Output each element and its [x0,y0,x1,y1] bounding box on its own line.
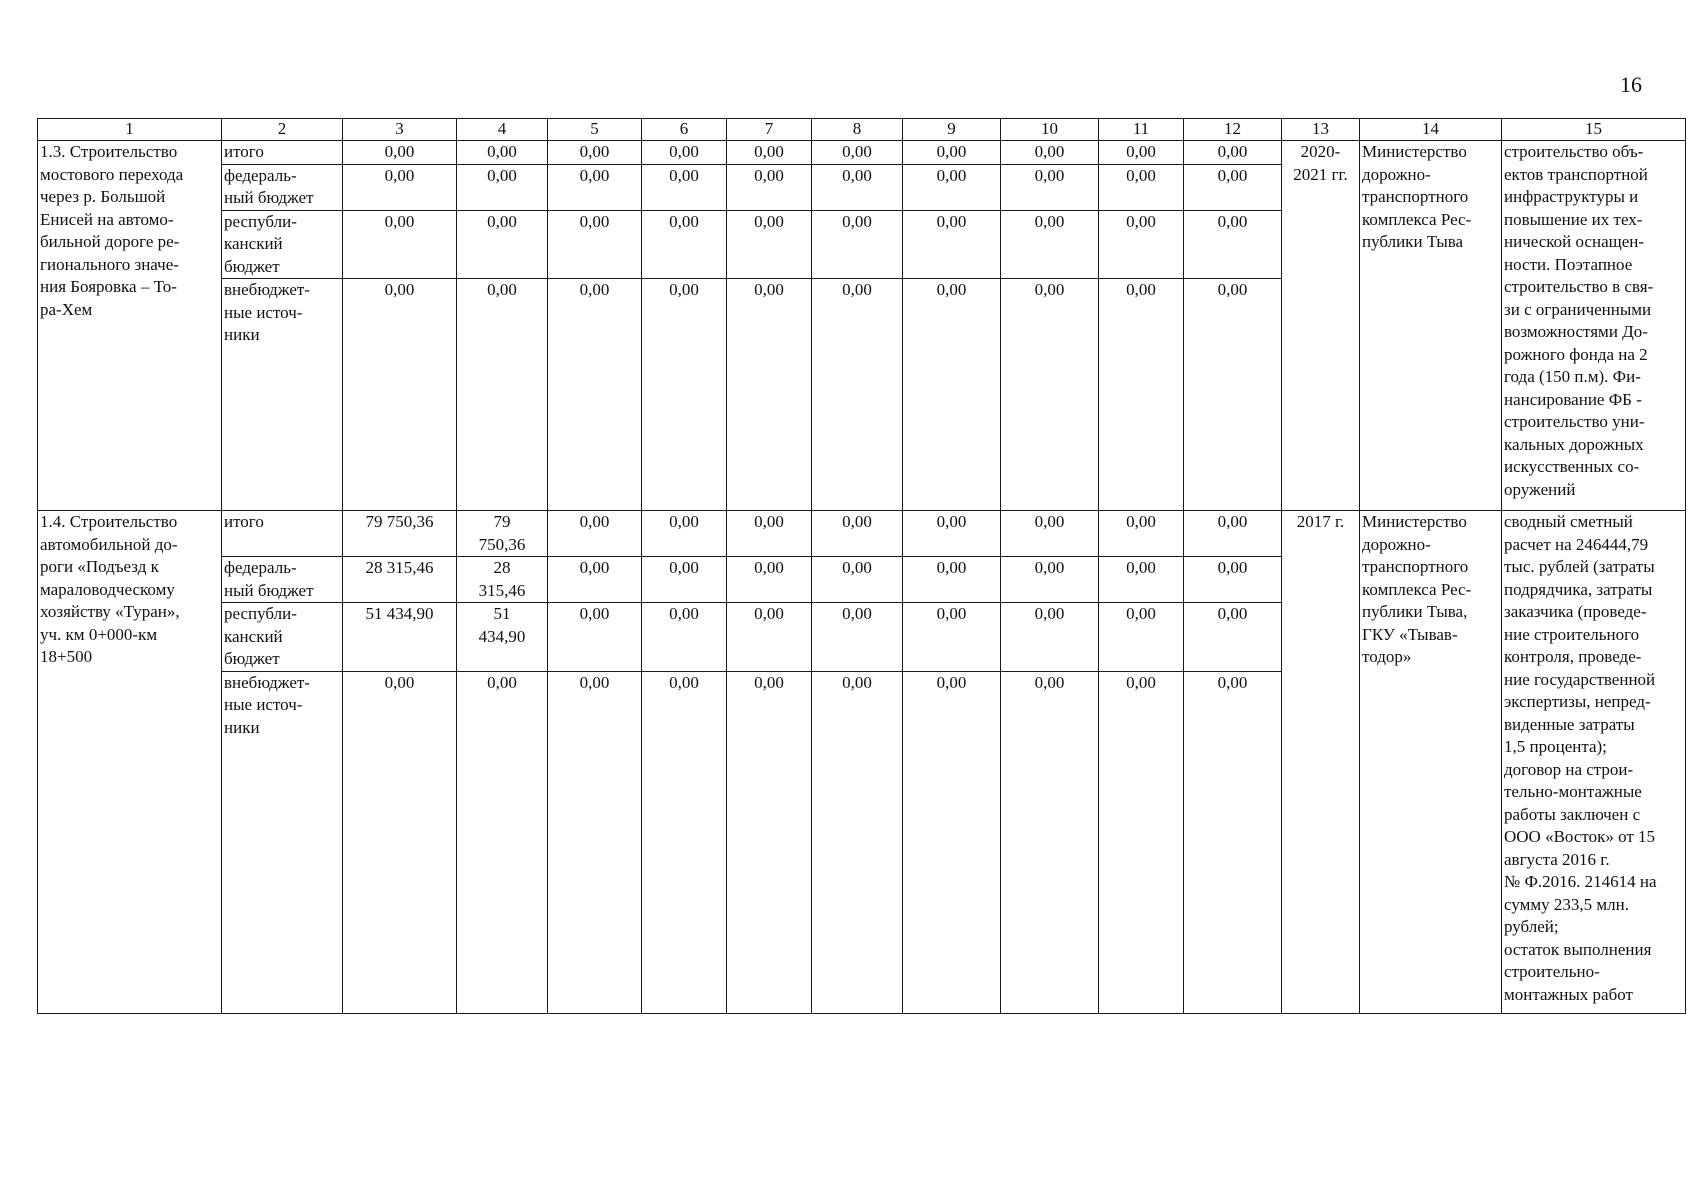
value-cell: 0,00 [1001,557,1099,603]
source-cell [222,164,343,210]
result-line: рублей; [1504,917,1559,936]
value-cell: 0,00 [727,164,812,210]
column-number-row [38,119,1686,141]
value-cell: 0,00 [457,164,548,210]
value-cell: 0,00 [903,511,1001,557]
result-line: оружений [1504,479,1576,499]
result-line: искусственных со- [1504,457,1640,476]
column-header: 7 [727,119,812,141]
source-line: внебюджет- [224,280,310,299]
value-line: 750,36 [478,534,526,554]
value-cell: 0,00 [548,141,642,165]
source-line: внебюджет- [224,672,310,692]
source-cell [222,141,343,165]
value-cell: 0,00 [727,279,812,511]
value-cell: 0,00 [1001,671,1099,1013]
result-line: сумму 233,5 млн. [1504,894,1629,914]
column-header: 3 [343,119,457,141]
value-cell: 0,00 [642,210,727,279]
result-line: расчет на 246444,79 [1504,534,1649,554]
value-cell: 0,00 [1001,164,1099,210]
source-line: канский [224,234,283,253]
value-cell: 0,00 [903,603,1001,672]
result-cell [1502,141,1686,511]
value-cell: 0,00 [727,603,812,672]
value-cell: 0,00 [727,511,812,557]
value-cell: 0,00 [642,603,727,672]
value-cell: 0,00 [812,671,903,1013]
executor-line: транспортного [1362,557,1469,576]
value-cell: 0,00 [457,141,548,165]
result-line: года (150 п.м). Фи- [1504,367,1641,386]
source-line: ники [224,325,260,344]
value-cell: 0,00 [548,164,642,210]
measure-line: 1.3. Строительство [40,142,178,161]
measure-line: роги «Подъезд к [40,557,159,576]
value-line: 28 [493,558,511,577]
result-line: ектов транспортной [1504,164,1648,184]
column-header: 2 [222,119,343,141]
executor-line: публики Тыва [1362,232,1464,251]
value-cell: 0,00 [1184,557,1282,603]
measure-line: уч. км 0+000-км [40,624,158,644]
value-cell: 0,00 [642,141,727,165]
value-cell: 0,00 [812,279,903,511]
value-cell: 0,00 [343,279,457,511]
executor-line: Министерство [1362,142,1467,161]
result-line: № Ф.2016. 214614 на [1504,872,1657,891]
source-line: республи- [224,604,297,623]
value-cell: 0,00 [812,603,903,672]
result-cell [1502,511,1686,1014]
value-cell: 0,00 [1099,210,1184,279]
result-line: работы заключен с [1504,804,1641,824]
executor-line: дорожно- [1362,164,1431,184]
column-header: 6 [642,119,727,141]
measure-cell [38,511,222,1014]
value-line: 51 [493,604,511,623]
measure-line: через р. Большой [40,187,166,206]
measure-line: бильной дороге ре- [40,232,180,251]
source-cell [222,603,343,672]
source-line: ники [224,717,260,737]
result-line: тельно-монтажные [1504,782,1642,801]
value-cell [457,603,548,672]
measure-line: мостового перехода [40,164,184,184]
value-cell: 0,00 [812,141,903,165]
source-line: канский [224,626,283,646]
executor-line: дорожно- [1362,534,1431,554]
value-cell: 0,00 [812,210,903,279]
column-header: 1 [38,119,222,141]
value-cell: 0,00 [642,279,727,511]
executor-cell [1360,511,1502,1014]
source-cell [222,210,343,279]
value-cell: 0,00 [727,671,812,1013]
value-cell: 0,00 [812,557,903,603]
result-line: возможностями До- [1504,322,1648,341]
source-line: федераль- [224,558,297,577]
result-line: повышение их тех- [1504,209,1643,229]
measure-line: 1.4. Строительство [40,512,178,531]
result-line: заказчика (проведе- [1504,602,1647,621]
value-cell: 51 434,90 [343,603,457,672]
source-line: итого [224,142,264,161]
value-cell [457,557,548,603]
value-cell: 0,00 [727,141,812,165]
value-cell: 0,00 [1099,141,1184,165]
value-line: 315,46 [478,580,526,600]
result-line: остаток выполнения [1504,939,1652,959]
page-number: 16 [1620,72,1642,97]
value-cell: 0,00 [1184,141,1282,165]
value-cell: 0,00 [812,164,903,210]
column-header: 4 [457,119,548,141]
column-header: 13 [1282,119,1360,141]
measure-line: ния Бояровка – То- [40,277,177,296]
executor-cell [1360,141,1502,511]
source-cell [222,279,343,511]
measure-line: мараловодческому [40,579,175,599]
period-cell [1282,511,1360,1014]
result-line: инфраструктуры и [1504,187,1639,206]
result-line: контроля, проведе- [1504,647,1642,666]
table-row [38,141,1686,165]
result-line: кальных дорожных [1504,434,1644,454]
result-line: строительство в свя- [1504,277,1654,296]
source-line: бюджет [224,649,280,668]
source-line: ные источ- [224,302,303,322]
value-cell: 0,00 [642,164,727,210]
result-line: нансирование ФБ - [1504,389,1642,409]
measure-cell [38,141,222,511]
value-cell: 0,00 [1001,511,1099,557]
value-cell: 0,00 [1099,511,1184,557]
table-row [38,511,1686,557]
value-cell: 0,00 [727,210,812,279]
value-line: 79 [493,512,511,531]
value-cell: 0,00 [1184,279,1282,511]
column-header: 14 [1360,119,1502,141]
value-cell: 0,00 [1184,210,1282,279]
period-line: 2021 гг. [1293,164,1348,184]
value-cell: 0,00 [1001,279,1099,511]
column-header: 11 [1099,119,1184,141]
value-cell: 0,00 [1184,603,1282,672]
value-cell: 0,00 [548,557,642,603]
value-cell: 0,00 [548,511,642,557]
period-cell [1282,141,1360,511]
value-line: 434,90 [478,626,526,646]
period-line: 2020- [1300,142,1341,161]
value-cell: 0,00 [642,671,727,1013]
value-cell: 0,00 [903,671,1001,1013]
value-cell: 0,00 [903,141,1001,165]
column-header: 9 [903,119,1001,141]
value-cell: 0,00 [1184,511,1282,557]
result-line: ООО «Восток» от 15 [1504,827,1656,846]
value-cell: 0,00 [457,210,548,279]
source-line: итого [224,512,264,531]
value-cell: 0,00 [903,164,1001,210]
value-cell: 0,00 [1099,164,1184,210]
measure-line: автомобильной до- [40,534,178,554]
executor-line: транспортного [1362,187,1469,206]
value-cell: 0,00 [1001,210,1099,279]
value-cell: 0,00 [343,671,457,1013]
measure-line: ра-Хем [40,299,93,319]
executor-line: публики Тыва, [1362,602,1468,621]
value-cell: 0,00 [1099,279,1184,511]
value-cell: 0,00 [548,603,642,672]
value-cell: 0,00 [1184,671,1282,1013]
measure-line: 18+500 [40,647,93,666]
source-cell [222,557,343,603]
result-line: строительство объ- [1504,142,1644,161]
value-cell: 0,00 [812,511,903,557]
result-line: зи с ограниченными [1504,299,1652,319]
result-line: строительство уни- [1504,412,1645,431]
executor-line: комплекса Рес- [1362,579,1472,599]
value-cell: 0,00 [1001,603,1099,672]
value-cell: 0,00 [548,210,642,279]
value-cell: 0,00 [642,511,727,557]
value-cell: 79 750,36 [343,511,457,557]
column-header: 12 [1184,119,1282,141]
source-line: ный бюджет [224,580,314,600]
executor-line: ГКУ «Тывав- [1362,624,1458,644]
source-line: республи- [224,211,297,231]
source-cell [222,511,343,557]
result-line: ние строительного [1504,624,1640,644]
executor-line: комплекса Рес- [1362,209,1472,229]
value-cell: 0,00 [642,557,727,603]
value-cell: 0,00 [1099,557,1184,603]
value-cell: 0,00 [548,279,642,511]
value-cell: 0,00 [1184,164,1282,210]
measure-line: гионального значе- [40,254,179,274]
value-cell: 28 315,46 [343,557,457,603]
result-line: ние государственной [1504,669,1656,689]
result-line: экспертизы, непред- [1504,692,1651,711]
result-line: подрядчика, затраты [1504,579,1653,599]
result-line: виденные затраты [1504,714,1635,734]
value-cell: 0,00 [343,210,457,279]
result-line: сводный сметный [1504,512,1633,531]
result-line: монтажных работ [1504,984,1633,1004]
result-line: августа 2016 г. [1504,849,1610,869]
executor-line: Министерство [1362,512,1467,531]
result-line: 1,5 процента); [1504,737,1607,756]
column-header: 15 [1502,119,1686,141]
source-line: бюджет [224,256,280,276]
measure-line: хозяйству «Туран», [40,602,180,621]
measure-line: Енисей на автомо- [40,209,174,229]
source-line: ный бюджет [224,188,314,207]
executor-line: тодор» [1362,647,1412,666]
result-line: договор на строи- [1504,759,1634,779]
budget-table [37,118,1686,1014]
result-line: строительно- [1504,962,1600,981]
source-cell [222,671,343,1013]
value-cell: 0,00 [903,557,1001,603]
value-cell: 0,00 [1099,603,1184,672]
value-cell: 0,00 [548,671,642,1013]
source-line: федераль- [224,165,297,185]
result-line: тыс. рублей (затраты [1504,557,1655,576]
period-line: 2017 г. [1296,512,1345,531]
value-cell: 0,00 [343,141,457,165]
result-line: рожного фонда на 2 [1504,344,1648,364]
value-cell: 0,00 [903,210,1001,279]
column-header: 10 [1001,119,1099,141]
value-cell: 0,00 [343,164,457,210]
source-line: ные источ- [224,695,303,714]
value-cell [457,511,548,557]
column-header: 8 [812,119,903,141]
result-line: нической оснащен- [1504,232,1645,251]
value-cell: 0,00 [903,279,1001,511]
value-cell: 0,00 [727,557,812,603]
value-cell: 0,00 [457,671,548,1013]
value-cell: 0,00 [1001,141,1099,165]
column-header: 5 [548,119,642,141]
value-cell: 0,00 [1099,671,1184,1013]
result-line: ности. Поэтапное [1504,254,1633,274]
value-cell: 0,00 [457,279,548,511]
